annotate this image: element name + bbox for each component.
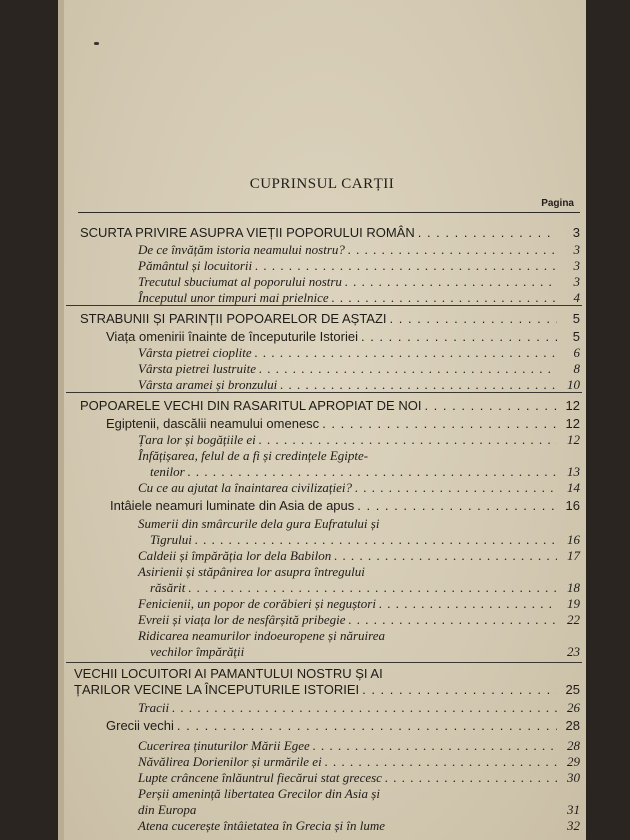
section-divider: [66, 305, 582, 306]
toc-entry-line: Perșii amenință libertatea Grecilor din Asia și: [138, 786, 380, 801]
toc-entry-line: Asirienii și stăpânirea lor asupra întregului: [138, 564, 365, 579]
toc-entry: De ce învățăm istoria neamului nostru? . . . 3: [138, 242, 580, 258]
toc-entry: din Europa 31: [138, 802, 580, 817]
toc-entry: Evreii și viața lor de nesfârșită pribegie . . . 22: [138, 612, 580, 628]
toc-entry: Începutul unor timpuri mai prielnice . . . 4: [138, 290, 580, 306]
toc-subsection: Grecii vechi . . . 28: [106, 718, 580, 734]
section-divider: [66, 392, 582, 393]
toc-subsection: Egiptenii, dascălii neamului omenesc . . . 12: [106, 416, 580, 432]
ink-speck: [94, 42, 99, 45]
toc-entry: Tracii . . . 26: [138, 700, 580, 716]
toc-entry: răsărit . . . 18: [150, 580, 580, 596]
toc-entry: Cu ce au ajutat la înaintarea civilizației? . . . 14: [138, 480, 580, 496]
book-page: [58, 0, 586, 840]
toc-section: POPOARELE VECHI DIN RASARITUL APROPIAT DE NOI . . . 12: [80, 398, 580, 414]
toc-entry: Fenicienii, un popor de corăbieri și neguștori . . . 19: [138, 596, 580, 612]
toc-entry: tenilor . . . 13: [150, 464, 580, 480]
toc-entry: Vârsta pietrei lustruite . . . 8: [138, 361, 580, 377]
toc-section: SCURTA PRIVIRE ASUPRA VIEȚII POPORULUI ROMÂN . . . 3: [80, 225, 580, 241]
toc-entry: Caldeii și împărăția lor dela Babilon . . . 17: [138, 548, 580, 564]
page-column-header: Pagina: [541, 198, 574, 209]
toc-section-line: VECHII LOCUITORI AI PAMANTULUI NOSTRU ȘI AI: [74, 666, 383, 681]
page-gutter: [58, 0, 64, 840]
toc-entry: Vârsta aramei și bronzului . . . 10: [138, 377, 580, 393]
toc-title: CUPRINSUL CARȚII: [249, 176, 395, 192]
toc-entry: Țara lor și bogățiile ei . . . 12: [138, 432, 580, 448]
toc-entry: vechilor împărății 23: [150, 644, 580, 659]
toc-entry: Năvălirea Dorienilor și urmările ei . . . 29: [138, 754, 580, 770]
toc-entry: Lupte crâncene înlăuntrul fiecărui stat grecesc . . . 30: [138, 770, 580, 786]
toc-entry: Cucerirea ținuturilor Mării Egee . . . 28: [138, 738, 580, 754]
header-rule: [78, 212, 580, 213]
toc-subsection: Viața omenirii înainte de începuturile Istoriei . . . 5: [106, 329, 580, 345]
toc-entry: Atena cucerește întâietatea în Grecia și în lume 32: [138, 818, 580, 833]
toc-entry: Pământul și locuitorii . . . 3: [138, 258, 580, 274]
toc-entry: Tigrului . . . 16: [150, 532, 580, 548]
toc-entry-line: Înfățișarea, felul de a fi și credințele Egipte-: [138, 448, 369, 463]
toc-entry: Vârsta pietrei cioplite . . . 6: [138, 345, 580, 361]
section-divider: [66, 662, 582, 663]
toc-section: STRABUNII ȘI PARINȚII POPOARELOR DE AȘTAZI . . . 5: [80, 311, 580, 327]
toc-entry: Trecutul sbuciumat al poporului nostru . . . 3: [138, 274, 580, 290]
toc-entry-line: Ridicarea neamurilor indoeuropene și năruirea: [138, 628, 385, 643]
toc-section: ȚARILOR VECINE LA ÎNCEPUTURILE ISTORIEI . . . 25: [74, 682, 580, 698]
toc-entry-line: Sumerii din smârcurile dela gura Eufratului și: [138, 516, 380, 531]
toc-subsection: Intâiele neamuri luminate din Asia de apus . . . 16: [110, 498, 580, 514]
